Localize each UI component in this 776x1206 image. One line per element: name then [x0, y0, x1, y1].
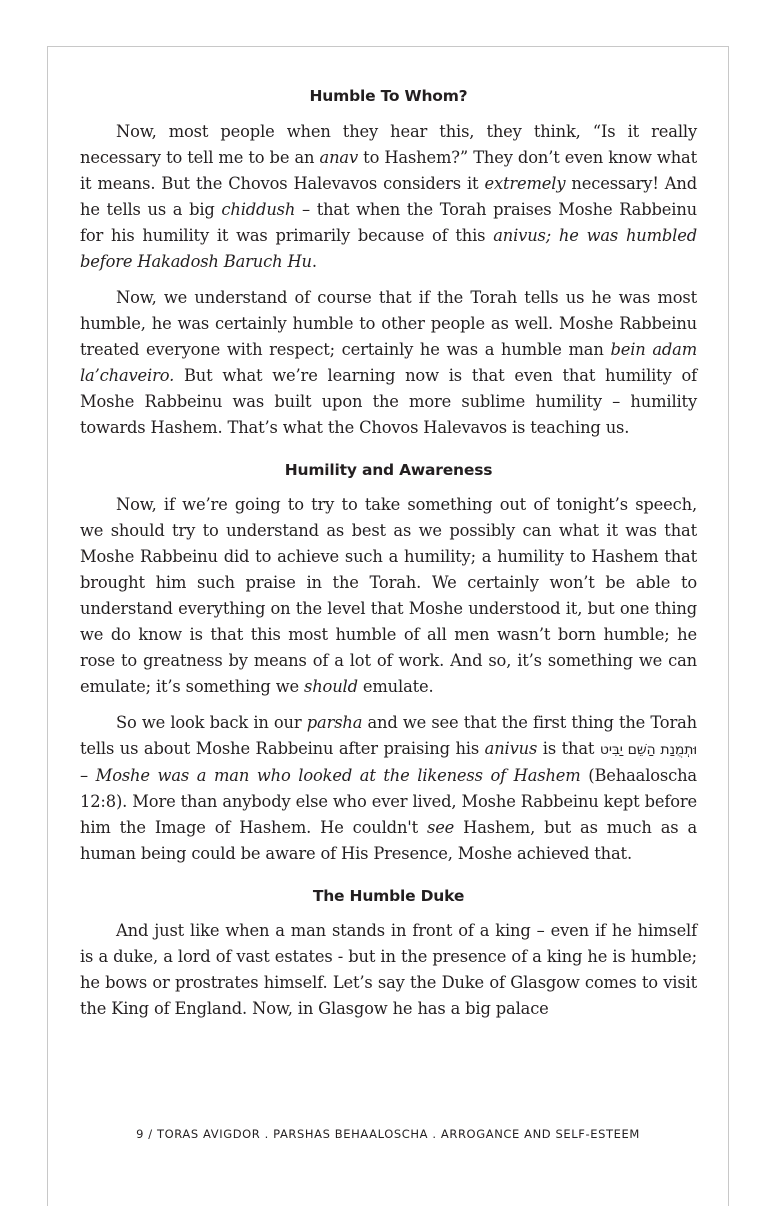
paragraph [80, 119, 697, 275]
text-run [551, 226, 559, 245]
italic-text: he was humbled before Hakadosh Baruch Hu [80, 226, 697, 271]
text-run: Hashem, but as much as a human being could be aware of His Presence, Moshe achieved that. [80, 818, 697, 863]
text-run: Now, we understand of course that if the Torah tells us he was most humble, he was certainly humble to other people as well. Moshe Rabbeinu treated everyone with respect; certainly he was a humble man [80, 288, 697, 359]
page-footer: 9 / TORAS AVIGDOR . PARSHAS BEHAALOSCHA . ARROGANCE AND SELF-ESTEEM [136, 1127, 640, 1141]
text-run: emulate. [357, 677, 434, 696]
hebrew-quote: וּתְמֻנַת הַשֵּׁם יַבִּיט [599, 742, 697, 758]
text-run: Now, most people when they hear this, they think, “Is it really necessary to tell me to be an [80, 122, 697, 167]
italic-text: Moshe was a man who looked at the likeness of Hashem [95, 766, 581, 785]
text-run: And just like when a man stands in front of a king – even if he himself is a duke, a lord of vast estates - but in the presence of a king he is humble; he bows or prostrates himself. Let’s say the Duke of Glasgow comes to visit the King of England. Now, in Glasgow he has a big palace [80, 921, 697, 1018]
text-run: But what we’re learning now is that even that humility of Moshe Rabbeinu was built upon the more sublime humility – humility towards Hashem. That’s what the Chovos Halevavos is teaching us. [80, 366, 697, 437]
section-heading: The Humble Duke [312, 887, 465, 905]
text-run: to Hashem?” They don’t even know what it means. But the Chovos Halevavos considers it [80, 148, 697, 193]
paragraph [80, 285, 697, 441]
text-run: . [311, 252, 317, 271]
text-run: is that [537, 739, 600, 758]
italic-text: bein adam la’chaveiro. [80, 340, 697, 385]
italic-text: anivus; [493, 226, 552, 245]
text-run: (Behaaloscha 12:8). More than anybody else who ever lived, Moshe Rabbeinu kept before him the Image of Hashem. He couldn't [80, 766, 697, 837]
text-run: necessary! And he tells us a big [80, 174, 697, 219]
paragraph [80, 918, 697, 1022]
section-heading: Humility and Awareness [284, 461, 493, 479]
text-run: So we look back in our [116, 713, 307, 732]
italic-text: anivus [484, 739, 538, 758]
text-run: and we see that the first thing the Torah tells us about Moshe Rabbeinu after praising his [80, 713, 697, 758]
text-run: – [80, 766, 96, 785]
paragraph [80, 710, 697, 867]
page-content [80, 85, 697, 1022]
italic-text: should [304, 677, 358, 696]
paragraph [80, 492, 697, 700]
italic-text: parsha [306, 713, 363, 732]
italic-text: extremely [484, 174, 566, 193]
text-run: Now, if we’re going to try to take something out of tonight’s speech, we should try to understand as best as we possibly can what it was that Moshe Rabbeinu did to achieve such a humility; a humility to Hashem that brought him such praise in the Torah. We certainly won’t be able to understand everything on the level that Moshe understood it, but one thing we do know is that this most humble of all men wasn’t born humble; he rose to greatness by means of a lot of work. And so, it’s something we can emulate; it’s something we [80, 495, 697, 696]
text-run: – that when the Torah praises Moshe Rabbeinu for his humility it was primarily because of this [80, 200, 697, 245]
italic-text: chiddush [221, 200, 296, 219]
section-heading: Humble To Whom? [309, 87, 468, 105]
italic-text: see [426, 818, 455, 837]
italic-text: anav [319, 148, 359, 167]
